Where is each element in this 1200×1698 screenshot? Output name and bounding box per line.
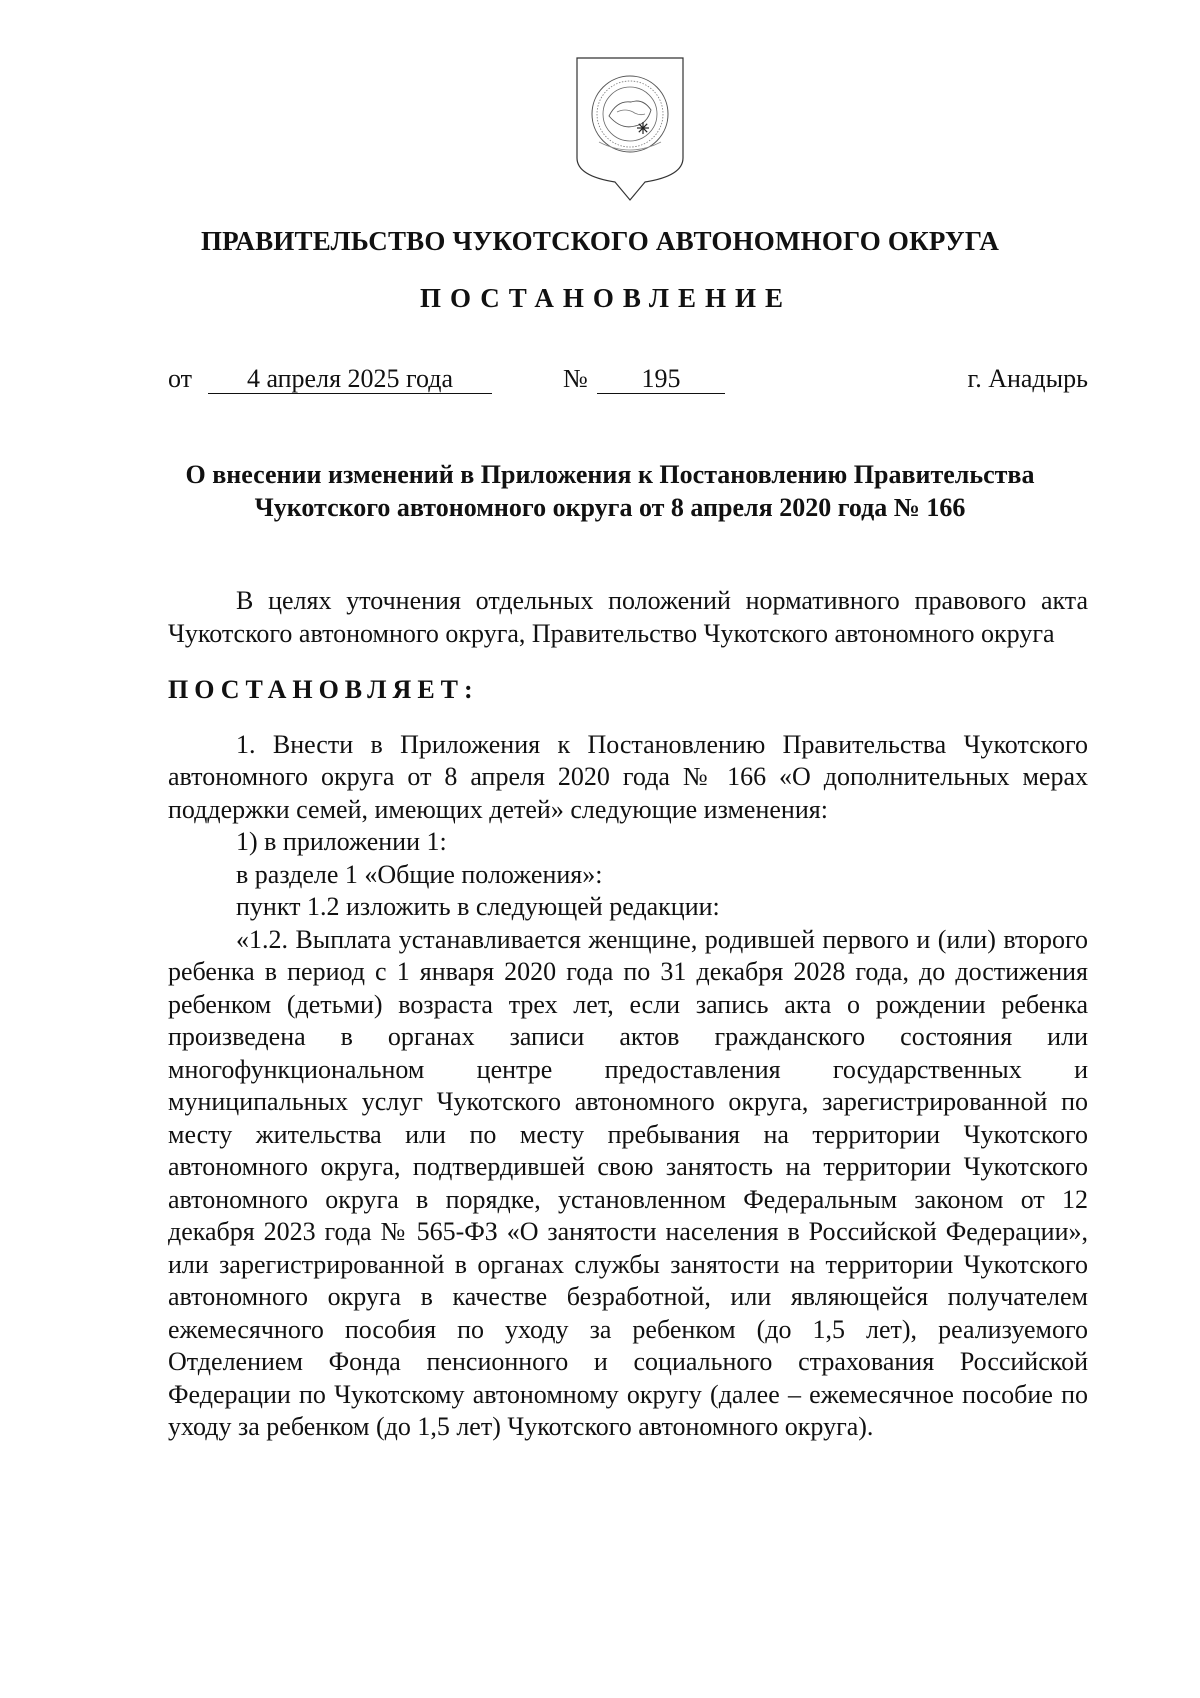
body-paragraph: 1. Внести в Приложения к Постановлению Правительства Чукотского автономного округа от 8 апреля 2020 года № 166 «О дополнительных мерах поддержки семей, имеющих детей» следующие изменения: bbox=[168, 729, 1088, 824]
body-paragraph: «1.2. Выплата устанавливается женщине, родившей первого и (или) второго ребенка в период с 1 января 2020 года по 31 декабря 2028 года, до достижения ребенком (детьми) возраста трех лет, если запись акта о рождении ребенка произведена в органах записи актов гражданского состояния или многофункциональном центре предоставления государственных и муниципальных услуг Чукотского автономного округа, зарегистрированной по месту жительства или по месту пребывания на территории Чукотского автономного округа, подтвердившей свою занятость на территории Чукотского автономного округа в порядке, установленном Федеральным законом от 12 декабря 2023 года № 565-ФЗ «О занятости населения в Российской Федерации», или зарегистрированной в органах службы занятости на территории Чукотского автономного округа в качестве безработной, или являющейся получателем ежемесячного пособия по уходу за ребенком (до 1,5 лет), реализуемого Отделением Фонда пенсионного и социального страхования Российской Федерации по Чукотскому автономному округу (далее – ежемесячное пособие по уходу за ребенком (до 1,5 лет) Чукотского автономного округа). bbox=[168, 924, 1088, 1441]
number-label: № bbox=[563, 364, 588, 393]
document-body bbox=[168, 585, 1088, 1444]
document-city: г. Анадырь bbox=[967, 364, 1088, 393]
body-paragraph: 1) в приложении 1: bbox=[236, 827, 447, 856]
subject-line-1: О внесении изменений в Приложения к Постановлению Правительства bbox=[185, 460, 1035, 489]
preamble-paragraph: В целях уточнения отдельных положений нормативного правового акта Чукотского автономного округа, Правительство Чукотского автономного округа bbox=[168, 586, 1088, 648]
body-paragraph: пункт 1.2 изложить в следующей редакции: bbox=[236, 892, 720, 921]
document-meta-line bbox=[0, 364, 1200, 400]
document-number: 195 bbox=[597, 364, 725, 394]
document-type-title: ПОСТАНОВЛЕНИЕ bbox=[419, 283, 793, 313]
coat-of-arms-emblem bbox=[573, 54, 687, 202]
document-date: 4 апреля 2025 года bbox=[208, 364, 492, 394]
subject-line-2: Чукотского автономного округа от 8 апреля 2020 года № 166 bbox=[254, 493, 966, 522]
organization-title: ПРАВИТЕЛЬСТВО ЧУКОТСКОГО АВТОНОМНОГО ОКРУГА bbox=[200, 226, 1000, 256]
date-label: от bbox=[168, 364, 193, 393]
body-paragraph: в разделе 1 «Общие положения»: bbox=[236, 859, 603, 889]
document-subject bbox=[140, 458, 1080, 524]
resolve-heading: ПОСТАНОВЛЯЕТ: bbox=[168, 675, 479, 704]
